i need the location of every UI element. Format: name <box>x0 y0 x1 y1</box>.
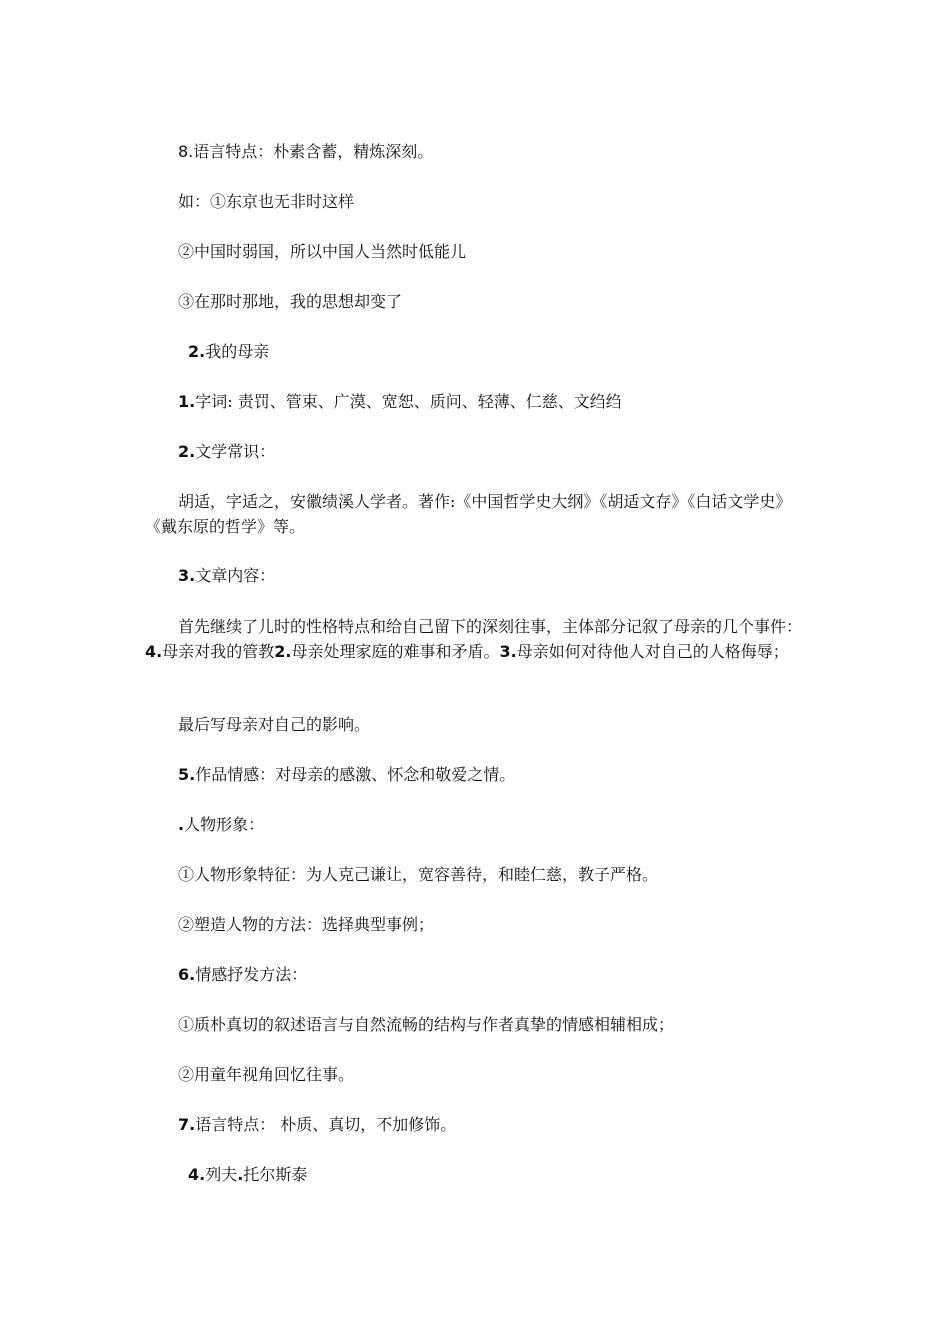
character-method: ②塑造人物的方法：选择典型事例； <box>178 915 435 934</box>
item-number: 3. <box>178 566 196 585</box>
item-emotion <box>178 764 515 786</box>
item-number: 6. <box>178 965 196 984</box>
content-text-d: 母亲如何对待他人对自己的人格侮辱； <box>516 642 789 661</box>
item-vocabulary <box>178 391 622 413</box>
item-number: 5. <box>178 765 196 784</box>
item-text: 语言特点：朴素含蓄，精炼深刻。 <box>193 142 434 161</box>
literary-knowledge-body: 胡适，字适之，安徽绩溪人学者。著作:《中国哲学史大纲》《胡适文存》《白话文学史》《戴东原的哲学》等。 <box>145 492 792 536</box>
character-trait: ①人物形象特征：为人克己谦让，宽容善待，和睦仁慈，教子严格。 <box>178 865 659 884</box>
section-language-features-8 <box>178 141 433 163</box>
content-text-b: 母亲对我的管教 <box>162 642 275 661</box>
article-content-body <box>145 614 810 664</box>
item-text: 语言特点： 朴质、真切，不加修饰。 <box>195 1115 457 1134</box>
item-language-features-7 <box>178 1114 456 1136</box>
heading-dot: . <box>237 1165 244 1184</box>
item-text: 人物形象： <box>184 815 265 834</box>
example-2: ②中国时弱国，所以中国人当然时低能儿 <box>178 242 467 261</box>
article-content-conclusion: 最后写母亲对自己的影响。 <box>178 715 371 734</box>
content-number-1: 4. <box>145 642 163 661</box>
heading-number: 4. <box>188 1165 206 1184</box>
item-text: 字词: 责罚、管束、广漠、宽恕、质问、轻薄、仁慈、文绉绉 <box>195 392 622 411</box>
chapter-heading-tolstoy <box>188 1164 307 1186</box>
item-number: 2. <box>178 442 196 461</box>
item-emotion-method <box>178 964 307 986</box>
item-text: 文学常识： <box>195 442 276 461</box>
item-number: 8. <box>178 142 194 161</box>
content-number-2: 2. <box>274 642 292 661</box>
item-number: . <box>178 815 185 834</box>
content-text-c: 母亲处理家庭的难事和矛盾。 <box>291 642 500 661</box>
item-text: 情感抒发方法： <box>195 965 308 984</box>
heading-text: 我的母亲 <box>205 342 270 361</box>
heading-number: 2. <box>188 342 206 361</box>
content-text-a: 首先继续了儿时的性格特点和给自己留下的深刻往事，主体部分记叙了母亲的几个事件： <box>178 617 803 636</box>
chapter-heading-my-mother <box>188 341 269 363</box>
item-text: 作品情感：对母亲的感激、怀念和敬爱之情。 <box>195 765 516 784</box>
item-text: 文章内容： <box>195 566 276 585</box>
emotion-method-1: ①质朴真切的叙述语言与自然流畅的结构与作者真挚的情感相辅相成； <box>178 1015 675 1034</box>
content-number-3: 3. <box>499 642 517 661</box>
item-number: 1. <box>178 392 196 411</box>
heading-text-a: 列夫 <box>205 1165 238 1184</box>
item-character-image <box>178 814 264 836</box>
heading-text-b: 托尔斯泰 <box>243 1165 308 1184</box>
item-article-content <box>178 565 275 587</box>
example-3: ③在那时那地，我的思想却变了 <box>178 292 403 311</box>
emotion-method-2: ②用童年视角回忆往事。 <box>178 1065 355 1084</box>
item-literary-knowledge <box>178 441 275 463</box>
example-intro: 如：①东京也无非时这样 <box>178 192 355 211</box>
item-number: 7. <box>178 1115 196 1134</box>
